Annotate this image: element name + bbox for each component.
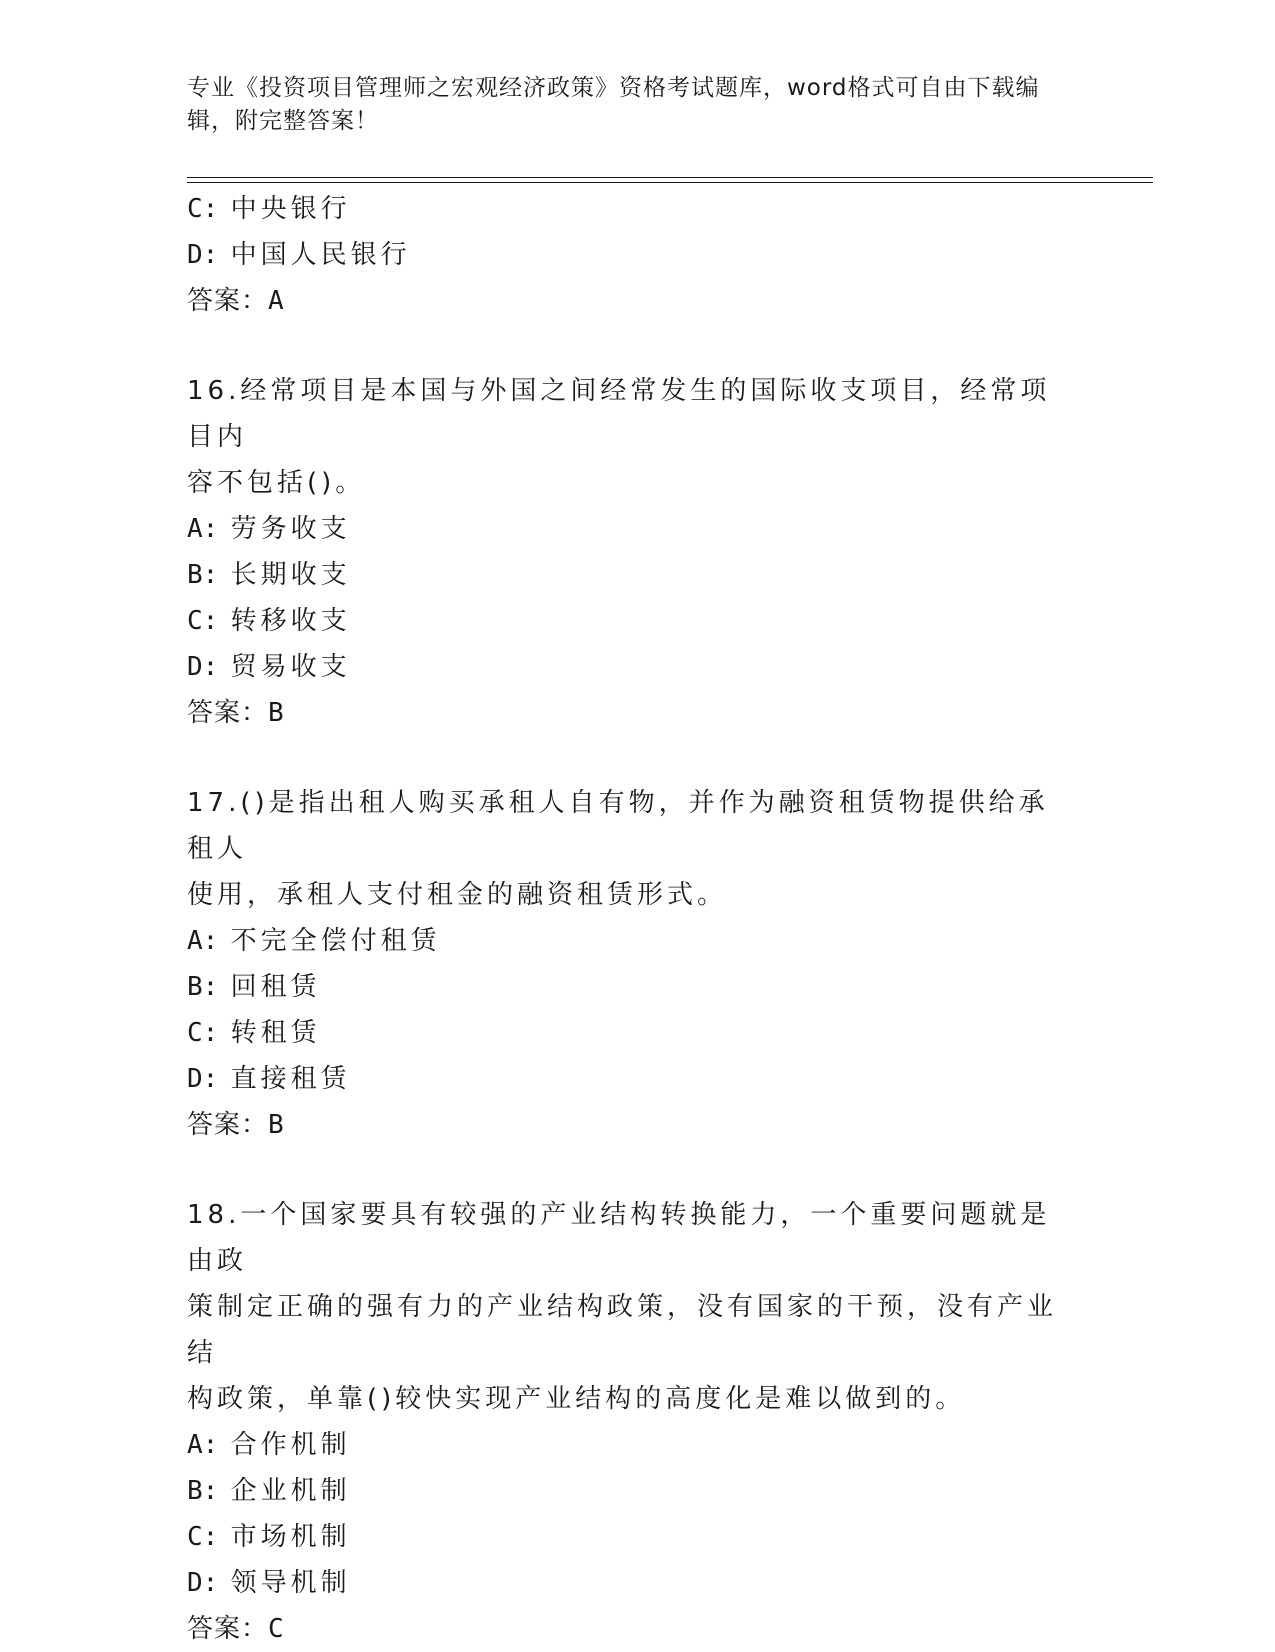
- option-text: 中央银行: [230, 194, 351, 224]
- option-c: [187, 186, 1087, 232]
- option-text: 贸易收支: [230, 652, 351, 682]
- question-line: 16.经常项目是本国与外国之间经常发生的国际收支项目，经常项目内: [187, 376, 1051, 452]
- question-line: 18.一个国家要具有较强的产业结构转换能力，一个重要问题就是由政: [187, 1200, 1051, 1276]
- option-text: 企业机制: [230, 1476, 351, 1506]
- option-letter: D:: [187, 1568, 219, 1598]
- answer-value: A: [268, 286, 284, 316]
- answer-label: 答案：: [187, 698, 269, 728]
- question-line: 17.()是指出租人购买承租人自有物，并作为融资租赁物提供给承租人: [187, 788, 1049, 864]
- option-letter: C:: [187, 194, 219, 224]
- option-letter: B:: [187, 972, 219, 1002]
- option-d: [187, 1560, 1087, 1606]
- option-b: [187, 964, 1087, 1010]
- option-text: 长期收支: [230, 560, 351, 590]
- question-line: 策制定正确的强有力的产业结构政策，没有国家的干预，没有产业结: [187, 1292, 1058, 1368]
- document-header: [187, 72, 1067, 138]
- option-text: 市场机制: [230, 1522, 351, 1552]
- question-17: [187, 780, 1087, 1148]
- option-d: [187, 1056, 1087, 1102]
- option-text: 转移收支: [230, 606, 351, 636]
- answer-label: 答案：: [187, 1614, 269, 1644]
- question-text: [187, 780, 1067, 918]
- question-line: 使用，承租人支付租金的融资租赁形式。: [187, 880, 728, 910]
- option-text: 不完全偿付租赁: [230, 926, 441, 956]
- question-line: 构政策，单靠()较快实现产业结构的高度化是难以做到的。: [187, 1384, 966, 1414]
- question-16: [187, 368, 1087, 736]
- option-letter: B:: [187, 560, 219, 590]
- option-letter: D:: [187, 1064, 219, 1094]
- header-divider-bottom: [187, 182, 1153, 183]
- answer-line: [187, 1102, 1087, 1148]
- header-line-2: 辑，附完整答案！: [187, 108, 379, 134]
- option-letter: D:: [187, 240, 219, 270]
- option-letter: B:: [187, 1476, 219, 1506]
- option-a: [187, 918, 1087, 964]
- option-text: 回租赁: [230, 972, 321, 1002]
- option-letter: D:: [187, 652, 219, 682]
- question-list: [187, 186, 1087, 1652]
- answer-value: C: [268, 1614, 284, 1644]
- answer-value: B: [268, 1110, 284, 1140]
- option-letter: C:: [187, 606, 219, 636]
- option-letter: C:: [187, 1018, 219, 1048]
- option-c: [187, 1010, 1087, 1056]
- header-line-1: 专业《投资项目管理师之宏观经济政策》资格考试题库，word格式可自由下载编: [187, 75, 1040, 101]
- option-text: 合作机制: [230, 1430, 351, 1460]
- option-letter: A:: [187, 926, 219, 956]
- option-b: [187, 552, 1087, 598]
- option-b: [187, 1468, 1087, 1514]
- option-text: 劳务收支: [230, 514, 351, 544]
- option-text: 转租赁: [230, 1018, 321, 1048]
- header-divider-top: [187, 177, 1153, 178]
- option-c: [187, 598, 1087, 644]
- answer-label: 答案：: [187, 286, 269, 316]
- option-text: 领导机制: [230, 1568, 351, 1598]
- option-a: [187, 506, 1087, 552]
- answer-line: [187, 690, 1087, 736]
- option-letter: A:: [187, 514, 219, 544]
- option-d: [187, 232, 1087, 278]
- question-text: [187, 368, 1067, 506]
- question-line: 容不包括()。: [187, 468, 366, 498]
- question-18: [187, 1192, 1087, 1652]
- answer-line: [187, 278, 1087, 324]
- answer-label: 答案：: [187, 1110, 269, 1140]
- option-letter: A:: [187, 1430, 219, 1460]
- option-text: 中国人民银行: [230, 240, 411, 270]
- option-c: [187, 1514, 1087, 1560]
- option-letter: C:: [187, 1522, 219, 1552]
- answer-value: B: [268, 698, 284, 728]
- option-a: [187, 1422, 1087, 1468]
- option-text: 直接租赁: [230, 1064, 351, 1094]
- question-text: [187, 1192, 1067, 1422]
- option-d: [187, 644, 1087, 690]
- answer-line: [187, 1606, 1087, 1652]
- carryover-block: [187, 186, 1087, 324]
